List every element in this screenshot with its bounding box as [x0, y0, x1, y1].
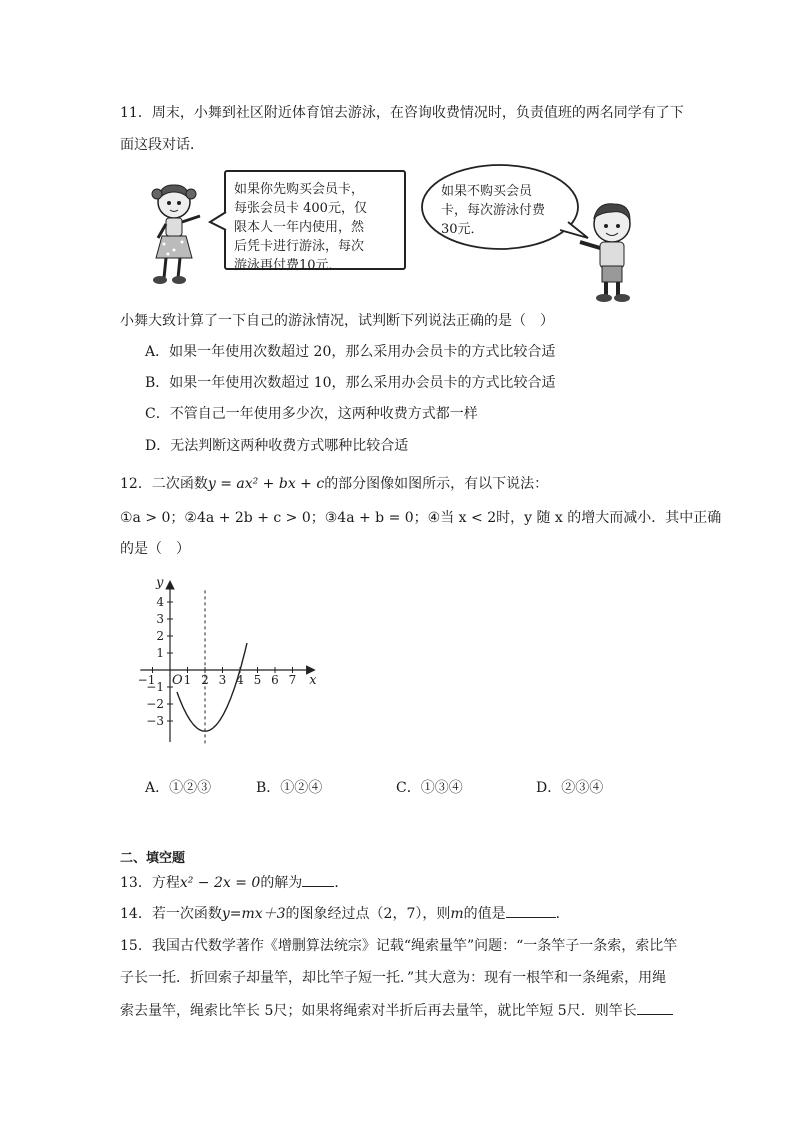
q12-statements: ①a > 0；②4a + 2b + c > 0；③4a + b = 0；④当 x < 2时，y 随 x 的增大而减小．其中正确: [120, 510, 722, 526]
x-tick-label: −1: [137, 673, 156, 687]
x-tick-label: 3: [218, 673, 227, 687]
q12-stem-end: 的是（ ）: [120, 541, 190, 557]
girl-illustration: [148, 180, 210, 288]
q12-choice-c[interactable]: C．①③④: [396, 780, 463, 796]
y-tick-label: −3: [146, 714, 164, 728]
y-tick-label: 4: [156, 595, 164, 609]
q15-line3: 索去量竿，绳索比竿长 5尺；如果将绳索对半折后再去量竿，就比竿短 5尺．则竿长: [120, 1000, 673, 1021]
section-title: 二、填空题: [120, 851, 186, 866]
bubble-tail-icon: [208, 210, 228, 234]
boy-speech-text: 如果不购买会员 卡，每次游泳付费 30元．: [441, 184, 546, 237]
q11-option-d[interactable]: D．无法判断这两种收费方式哪种比较合适: [145, 438, 409, 454]
x-tick-label: 2: [201, 673, 209, 687]
y-axis-label: y: [156, 575, 164, 591]
q14-stem: 14．若一次函数y=mx＋3的图象经过点（2，7），则m的值是 ．: [120, 903, 570, 924]
q12-choice-a[interactable]: A．①②③: [145, 780, 212, 796]
q12-choice-b[interactable]: B．①②④: [256, 780, 323, 796]
y-tick-label: 2: [156, 629, 164, 643]
x-axis-label: x: [309, 673, 317, 688]
q15-line1: 15．我国古代数学著作《增删算法统宗》记载“绳索量竿”问题：“一条竿子一条索，索比竿: [120, 938, 678, 954]
q11-option-a[interactable]: A．如果一年使用次数超过 20，那么采用办会员卡的方式比较合适: [145, 344, 556, 360]
x-tick-label: 7: [288, 673, 297, 687]
y-tick-label: −1: [146, 680, 164, 694]
q13-answer-blank[interactable]: [302, 872, 334, 887]
y-tick-label: 1: [156, 646, 164, 660]
parabola-curve: [177, 643, 247, 731]
y-tick-label: −2: [146, 697, 164, 711]
q13-stem: 13．方程x² − 2x = 0的解为 ．: [120, 872, 348, 893]
q12-function: y = ax² + bx + c: [207, 476, 325, 492]
q15-answer-blank[interactable]: [637, 1000, 673, 1015]
q13-equation: x² − 2x = 0: [179, 875, 261, 891]
q14-answer-blank[interactable]: [506, 903, 556, 918]
q11-option-c[interactable]: C．不管自己一年使用多少次，这两种收费方式都一样: [145, 406, 478, 422]
q11-question: 小舞大致计算了一下自己的游泳情况，试判断下列说法正确的是（ ）: [120, 313, 554, 329]
q14-function: y=mx＋3: [221, 906, 286, 922]
x-tick-label: 1: [183, 673, 192, 687]
q11-option-b[interactable]: B．如果一年使用次数超过 10，那么采用办会员卡的方式比较合适: [145, 375, 556, 391]
q11-stem-line2: 面这段对话．: [120, 137, 204, 153]
y-tick-label: 3: [156, 612, 164, 626]
x-tick-label: 6: [271, 673, 279, 687]
q12-choice-d[interactable]: D．②③④: [536, 780, 604, 796]
x-tick-label: 5: [253, 673, 262, 687]
boy-illustration: [572, 200, 644, 304]
origin-label: O: [172, 673, 183, 688]
q12-stem: 12．二次函数y = ax² + bx + c的部分图像如图所示，有以下说法：: [120, 476, 549, 492]
q11-stem-line1: 11．周末，小舞到社区附近体育馆去游泳，在咨询收费情况时，负责值班的两名同学有了下: [120, 105, 684, 121]
q15-line2: 子长一托．折回索子却量竿，却比竿子短一托．”其大意为：现有一根竿和一条绳索，用绳: [120, 970, 667, 986]
x-tick-label: 4: [236, 673, 244, 687]
parabola-graph: [118, 572, 317, 772]
girl-speech-text: 如果你先购买会员卡， 每张会员卡 400元，仅 限本人一年内使用，然 后凭卡进行游泳，每次 游泳再付费10元．: [234, 182, 367, 273]
